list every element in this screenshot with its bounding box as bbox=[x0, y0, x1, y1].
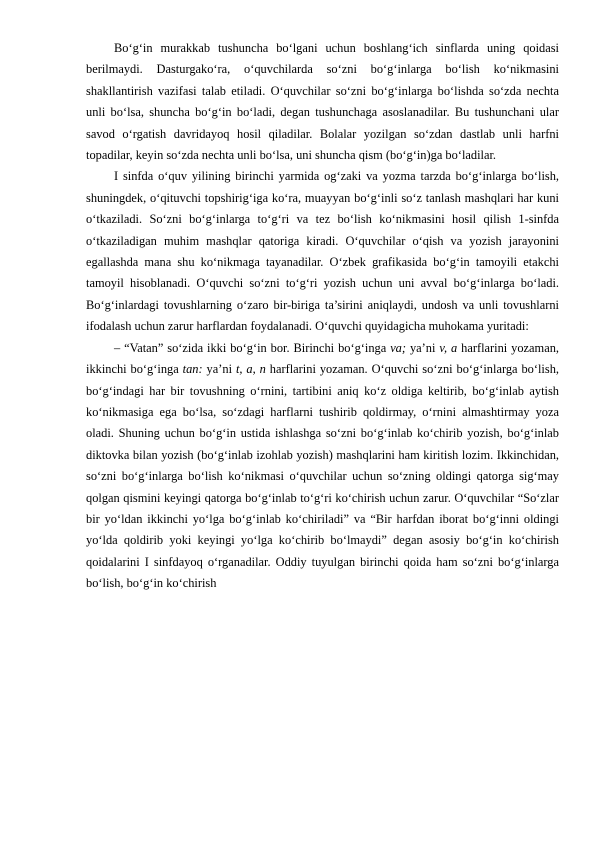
paragraph-vatan-example bbox=[86, 338, 559, 595]
paragraph-text: ya’ni bbox=[202, 362, 236, 377]
paragraph-text: harflarini yozaman, ikkinchi bo‘g‘inga bbox=[86, 340, 559, 377]
paragraph-text: – “Vatan” so‘zida ikki bo‘g‘in bor. Birinchi bo‘g‘inga bbox=[114, 340, 391, 355]
paragraph-first-grade-exercises bbox=[86, 166, 559, 337]
italic-letters: t, a, n bbox=[235, 362, 266, 377]
italic-syllable: va; bbox=[390, 340, 407, 355]
paragraph-syllable-rule bbox=[86, 38, 559, 166]
paragraph-text: I sinfda o‘quv yilining birinchi yarmida og‘zaki va yozma tarzda bo‘g‘inlarga bo‘lish, shuningdek, o‘qituvchi topshirig‘iga ko‘ra, muayyan bo‘g‘inli so‘z tanlash mashqlari har kuni o‘tkaziladi. So‘zni bo‘g‘inlarga to‘g‘ri va tez bo‘lish ko‘nikmasini hosil qilish 1-sinfda o‘tkaziladigan muhim mashqlar qatoriga kiradi. O‘quvchilar o‘qish va yozish jarayonini egallashda mana shu ko‘nikmaga tayanadilar. O‘zbek grafikasida bo‘g‘in tamoyili etakchi tamoyil hisoblanadi. O‘quvchi so‘zni to‘g‘ri yozish uchun uni avval bo‘g‘inlarga bo‘ladi. Bo‘g‘inlardagi tovushlarning o‘zaro bir-biriga ta’sirini aniqlaydi, undosh va unli tovushlarni ifodalash uchun zarur harflardan foydalanadi. O‘quvchi quyidagicha muhokama yuritadi: bbox=[86, 169, 559, 334]
italic-syllable: tan: bbox=[182, 362, 203, 377]
document-page bbox=[86, 38, 559, 595]
paragraph-text: Bo‘g‘in murakkab tushuncha bo‘lgani uchun boshlang‘ich sinflarda uning qoidasi berilmaydi. Dasturgako‘ra, o‘quvchilarda so‘zni bo‘g‘inlarga bo‘lish ko‘nikmasini shakllantirish vazifasi talab etiladi. O‘quvchilar so‘zni bo‘g‘inlarga bo‘lishda so‘zda nechta unli bo‘lsa, shuncha bo‘g‘in bo‘ladi, degan tushunchaga asoslanadilar. Bu tushunchani ular savod o‘rgatish davridayoq hosil qiladilar. Bolalar yozilgan so‘zdan dastlab unli harfni topadilar, keyin so‘zda nechta unli bo‘lsa, uni shuncha qism (bo‘g‘in)ga bo‘ladilar. bbox=[86, 41, 559, 163]
italic-letters: v, a bbox=[439, 340, 458, 355]
paragraph-text: harflarini yozaman. O‘quvchi so‘zni bo‘g‘inlarga bo‘lish, bo‘g‘indagi har bir tovushning o‘rnini, tartibini aniq ko‘z oldiga keltirib, bo‘g‘inlab aytish ko‘nikmasiga ega bo‘lsa, so‘zdagi harflarni tushirib qoldirmay, o‘rnini almashtirmay yoza oladi. Shuning uchun bo‘g‘in ustida ishlashga so‘zni bo‘g‘inlab ko‘chirib yozish, bo‘g‘inlab diktovka bilan yozish (bo‘g‘inlab izohlab yozish) mashqlarini ham kiritish lozim. Ikkinchidan, so‘zni bo‘g‘inlarga bo‘lish ko‘nikmasi o‘quvchilar uchun so‘zning oldingi qatorga sig‘may qolgan qismini keyingi qatorga bo‘g‘inlab to‘g‘ri ko‘chirish uchun zarur. O‘quvchilar “So‘zlar bir yo‘ldan ikkinchi yo‘lga bo‘g‘inlab ko‘chiriladi” va “Bir harfdan iborat bo‘g‘inni oldingi yo‘lda qoldirib yoki keyingi yo‘lga ko‘chirib bo‘lmaydi” degan asosiy bo‘g‘in ko‘chirish qoidalarini I sinfdayoq o‘rganadilar. Oddiy tuyulgan birinchi qoida ham so‘zni bo‘g‘inlarga bo‘lish, bo‘g‘in ko‘chirish bbox=[86, 362, 559, 591]
paragraph-text: ya’ni bbox=[406, 340, 440, 355]
